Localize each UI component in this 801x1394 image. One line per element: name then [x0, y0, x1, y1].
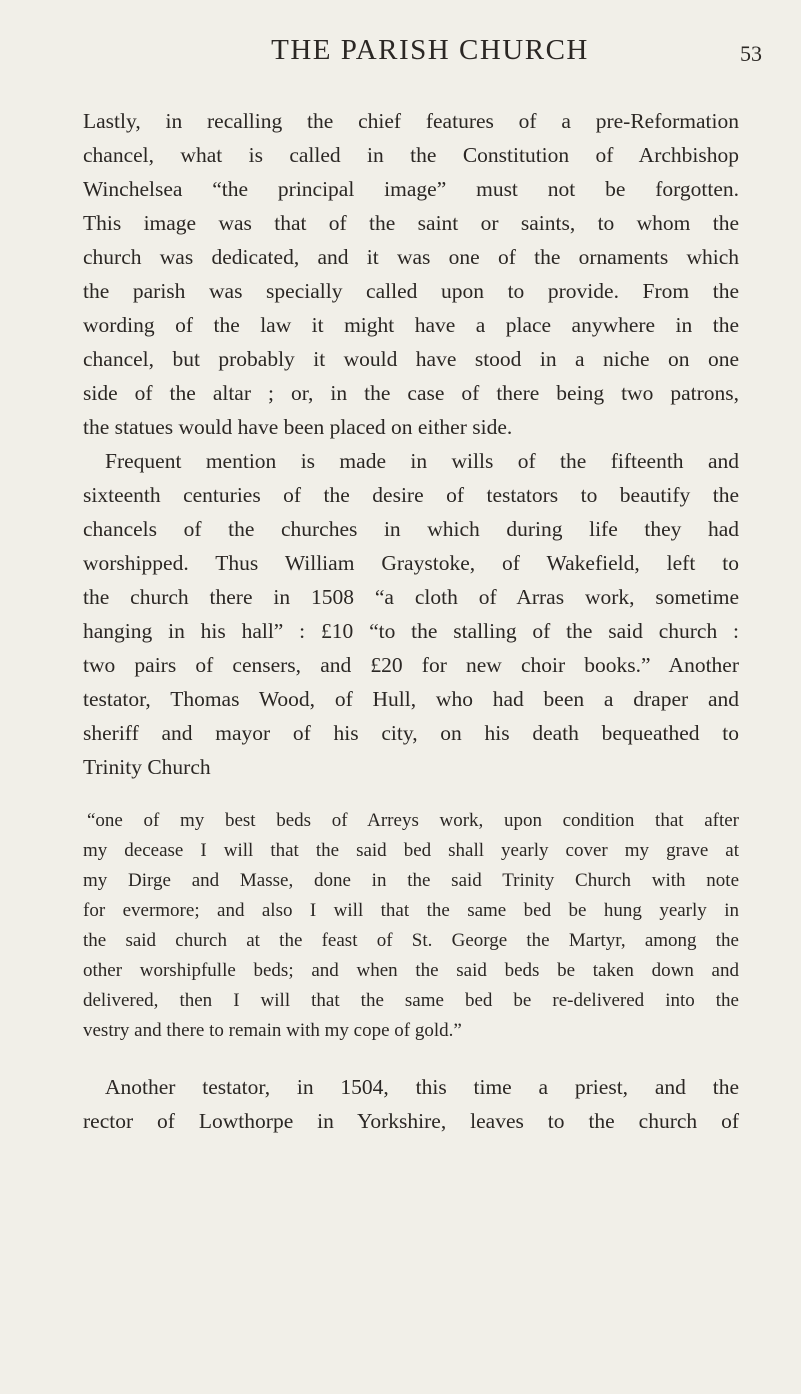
quote-line: my decease I will that the said bed shall yearly cover my grave at — [83, 840, 739, 861]
quote-line: delivered, then I will that the same bed be re-delivered into the — [83, 990, 739, 1011]
text-line: two pairs of censers, and £20 for new choir books.” Another — [83, 653, 739, 677]
page-header — [90, 30, 770, 70]
will-quotation — [83, 806, 739, 1046]
paragraph-1 — [83, 104, 739, 444]
text-line: sheriff and mayor of his city, on his death bequeathed to — [83, 721, 739, 745]
paragraph-3 — [83, 1070, 739, 1138]
text-line: side of the altar ; or, in the case of there being two patrons, — [83, 381, 739, 405]
text-line: wording of the law it might have a place anywhere in the — [83, 313, 739, 337]
text-line: the statues would have been placed on either side. — [83, 415, 513, 439]
text-line: This image was that of the saint or saints, to whom the — [83, 211, 739, 235]
text-line: Winchelsea “the principal image” must not be forgotten. — [83, 177, 739, 201]
text-line: chancels of the churches in which during life they had — [83, 517, 739, 541]
paragraph-2 — [83, 444, 739, 784]
quote-line: for evermore; and also I will that the same bed be hung yearly in — [83, 900, 739, 921]
text-line: chancel, what is called in the Constitution of Archbishop — [83, 143, 739, 167]
text-line: worshipped. Thus William Graystoke, of Wakefield, left to — [83, 551, 739, 575]
text-line: rector of Lowthorpe in Yorkshire, leaves to the church of — [83, 1109, 739, 1133]
page-number: 53 — [740, 41, 762, 66]
body-text — [83, 104, 739, 1138]
text-line: the church there in 1508 “a cloth of Arras work, sometime — [83, 585, 739, 609]
quote-line: “one of my best beds of Arreys work, upon condition that after — [87, 810, 739, 831]
text-line: hanging in his hall” : £10 “to the stalling of the said church : — [83, 619, 739, 643]
quote-line: the said church at the feast of St. George the Martyr, among the — [83, 930, 739, 951]
text-line: Trinity Church — [83, 755, 211, 779]
text-line: testator, Thomas Wood, of Hull, who had been a draper and — [83, 687, 739, 711]
text-line: chancel, but probably it would have stood in a niche on one — [83, 347, 739, 371]
text-line: Lastly, in recalling the chief features of a pre-Reformation — [83, 109, 739, 133]
text-line: Another testator, in 1504, this time a priest, and the — [105, 1075, 739, 1099]
quote-line: vestry and there to remain with my cope of gold.” — [83, 1020, 462, 1041]
quote-line: other worshipfulle beds; and when the said beds be taken down and — [83, 960, 739, 981]
quote-line: my Dirge and Masse, done in the said Trinity Church with note — [83, 870, 739, 891]
text-line: the parish was specially called upon to provide. From the — [83, 279, 739, 303]
running-title: THE PARISH CHURCH — [271, 34, 589, 66]
text-line: Frequent mention is made in wills of the fifteenth and — [105, 449, 739, 473]
text-line: church was dedicated, and it was one of the ornaments which — [83, 245, 739, 269]
text-line: sixteenth centuries of the desire of testators to beautify the — [83, 483, 739, 507]
